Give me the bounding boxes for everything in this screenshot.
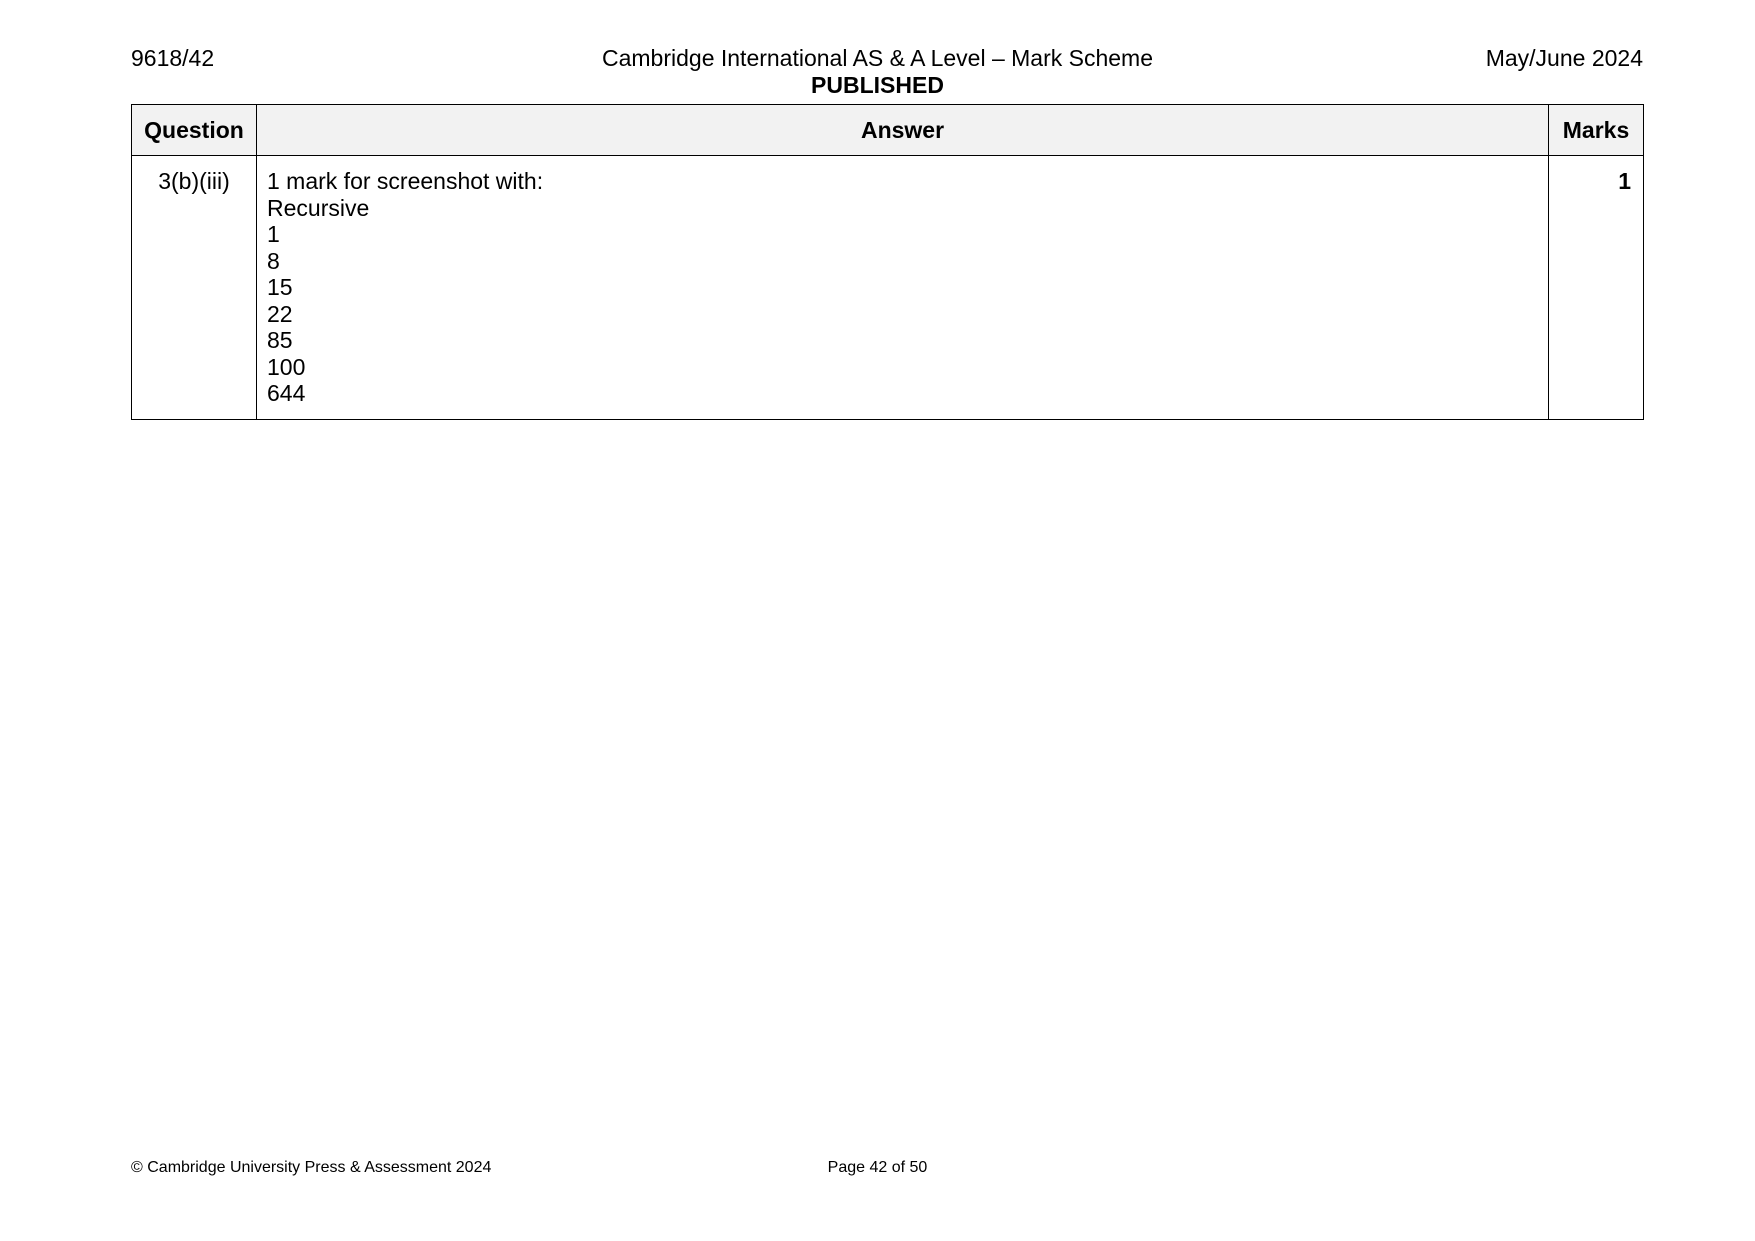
published-label: PUBLISHED [811, 72, 944, 98]
exam-session: May/June 2024 [1485, 45, 1643, 71]
answer-column-header: Answer [257, 105, 1549, 156]
marks-value: 1 [1549, 156, 1644, 420]
question-number: 3(b)(iii) [132, 156, 257, 420]
marks-column-header: Marks [1549, 105, 1644, 156]
mark-scheme-table [131, 104, 1644, 420]
answer-line: 8 [267, 247, 280, 274]
answer-line: 644 [267, 380, 306, 406]
answer-line: 85 [267, 327, 293, 353]
paper-code: 9618/42 [131, 45, 215, 71]
answer-line: 15 [267, 274, 293, 300]
answer-line: 22 [267, 300, 293, 327]
answer-line: Recursive [267, 194, 370, 221]
question-column-header: Question [132, 105, 257, 156]
answer-cell [257, 156, 1549, 420]
answer-line: 1 mark for screenshot with: [267, 168, 544, 194]
page-number: Page 42 of 50 [827, 1159, 928, 1176]
document-title: Cambridge International AS & A Level – Mark Scheme [601, 45, 1154, 71]
table-row [132, 156, 1644, 420]
table-header-row [132, 105, 1644, 156]
answer-line: 1 [267, 221, 280, 247]
copyright-notice: © Cambridge University Press & Assessment 2024 [131, 1159, 492, 1176]
answer-line: 100 [267, 353, 306, 380]
